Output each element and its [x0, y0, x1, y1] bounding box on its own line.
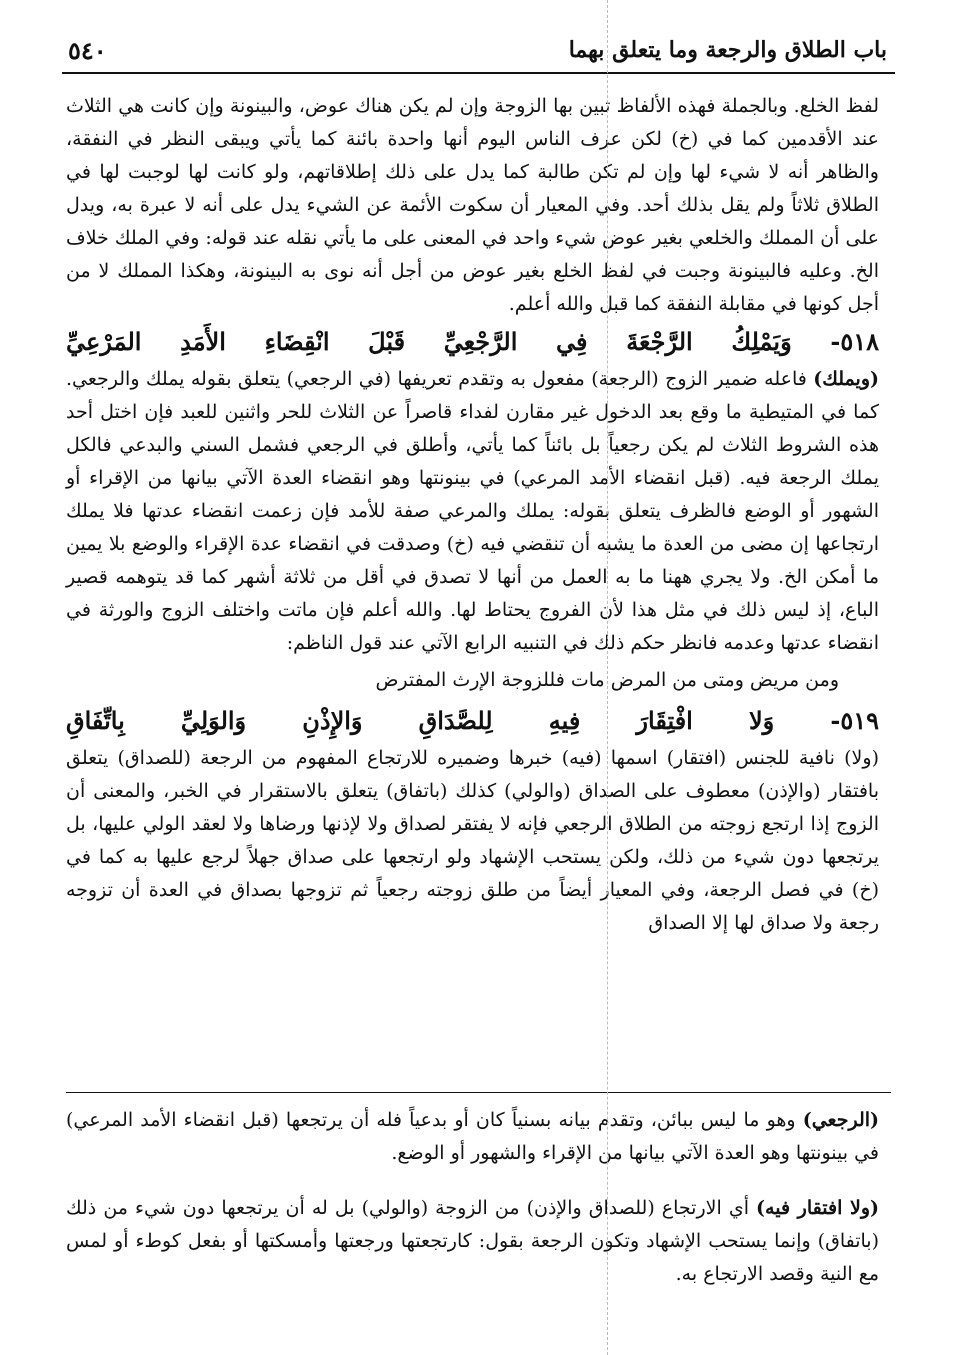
header-rule	[62, 72, 895, 74]
chapter-title: باب الطلاق والرجعة وما يتعلق بهما	[568, 37, 887, 63]
verse-519: ٥١٩- وَلا افْتِقَارَ فِيهِ لِلصَّدَاقِ وَالإِذْنِ وَالوَلِيِّ بِاتِّفَاقِ	[66, 706, 879, 735]
footnote-2-lead: (ولا افتقار فيه)	[756, 1197, 879, 1219]
main-text	[66, 90, 879, 940]
footnote-1	[66, 1104, 879, 1170]
page-number: ٥٤٠	[68, 35, 107, 65]
paragraph-2-body: فاعله ضمير الزوج (الرجعة) مفعول به وتقدم تعريفها (في الرجعي) يتعلق بقوله يملك والرجعي. كما في المتيطية ما وقع بعد الدخول غير مقارن لفداء قاصراً عن الثلاث للحر واثنين للعبد فإن اختل أحد هذه الشروط الثلاث لم يكن رجعياً بل بائناً كما يأتي، وأطلق في الرجعي فشمل السني والبدعي فالكل يملك الرجعة فيه. (قبل انقضاء الأمد المرعي) في بينونتها وهو انقضاء العدة الآتي بيانها من الإقراء أو الشهور أو الوضع فالظرف يتعلق بقوله: يملك والمرعي صفة للأمد فإن زعمت انقضاء عدتها فلا يملك ارتجاعها إن مضى من العدة ما يشبه أن تنقضي فيه (خ) وصدقت في انقضاء عدة الإقراء والوضع بلا يمين ما أمكن الخ. ولا يجري ههنا ما به العمل من أنها لا تصدق في أقل من ثلاثة أشهر كما قد يتوهمه قصير الباع، إذ ليس ذلك في مثل هذا لأن الفروج يحتاط لها. والله أعلم فإن ماتت واختلف الزوج والورثة في انقضاء عدتها وعدمه فانظر حكم ذلك في التنبيه الرابع الآتي عند قول الناظم:	[66, 368, 879, 654]
scan-crease-line	[607, 0, 608, 1355]
verse-518: ٥١٨- وَيَمْلِكُ الرَّجْعَةَ فِي الرَّجْعِيِّ قَبْلَ انْقِضَاءِ الأَمَدِ المَرْعِيِّ	[66, 327, 879, 356]
footnotes	[66, 1104, 879, 1291]
paragraph-3: (ولا) نافية للجنس (افتقار) اسمها (فيه) خبرها وضميره للارتجاع المفهوم من الرجعة (للصداق) يتعلق بافتقار (والإذن) معطوف على الصداق (والولي) كذلك (باتفاق) يتعلق بالاستقرار في الخبر، والمعنى أن الزوج إذا ارتجع زوجته من الطلاق الرجعي فإنه لا يفتقر لصداق ولا لإذنها ورضاها ولا لعقد الولي عليها، بل يرتجعها دون شيء من ذلك، ولكن يستحب الإشهاد ولو ارتجعها على صداق جهلاً لرجع عليها به كما في (خ) في فصل الرجعة، وفي المعيار أيضاً من طلق زوجته رجعياً ثم تزوجها بصداق في العدة أن تزوجه رجعة ولا صداق لها إلا الصداق	[66, 747, 879, 934]
page-header	[68, 30, 887, 70]
footnote-separator	[66, 1092, 891, 1093]
footnote-1-lead: (الرجعي)	[802, 1109, 879, 1131]
footnote-gap	[66, 1170, 879, 1192]
paragraph-2-lead: (ويملك)	[813, 368, 879, 390]
paragraph-1: لفظ الخلع. وبالجملة فهذه الألفاظ تبين بها الزوجة وإن لم يكن هناك عوض، والبينونة وإن كانت هي الثلاث عند الأقدمين كما في (خ) لكن عرف الناس اليوم أنها واحدة بائنة كما يأتي ويبقى النظر في النفقة، والظاهر أنه لا شيء لها وإن لم تكن طالبة كما يدل على ذلك إطلاقاتهم، ولو كانت لها لوجبت لها في الطلاق ثلاثاً ولم يقل بذلك أحد. وفي المعيار أن سكوت الأئمة عن الشيء يدل على أنه لا عبرة به، ويدل على أن المملك والخلعي بغير عوض شيء واحد في المعنى على ما يأتي نقله عند قوله: وفي الملك خلاف الخ. وعليه فالبينونة وجبت في لفظ الخلع بغير عوض من أجل أنه نوى به البينونة، وهكذا المملك لا من أجل كونها في مقابلة النفقة كما قبل والله أعلم.	[66, 95, 879, 315]
footnote-2-body: أي الارتجاع (للصداق والإذن) من الزوجة (والولي) بل له أن يرتجعها دون شيء من ذلك (باتفاق) وإنما يستحب الإشهاد وتكون الرجعة بقول: كارتجعتها ورجعتها وأمسكتها أو بفعل كوطء أو لمس مع النية وقصد الارتجاع به.	[66, 1197, 879, 1285]
footnote-1-body: وهو ما ليس ببائن، وتقدم بيانه بسنياً كان أو بدعياً فله أن يرتجعها (قبل انقضاء الأمد المرعي) في بينونتها وهو العدة الآتي بيانها من الإقراء والشهور أو الوضع.	[66, 1109, 879, 1164]
footnote-2	[66, 1192, 879, 1291]
paragraph-2	[66, 363, 879, 660]
quoted-poem-line: ومن مريض ومتى من المرض مات فللزوجة الإرث المفترض	[375, 669, 839, 691]
